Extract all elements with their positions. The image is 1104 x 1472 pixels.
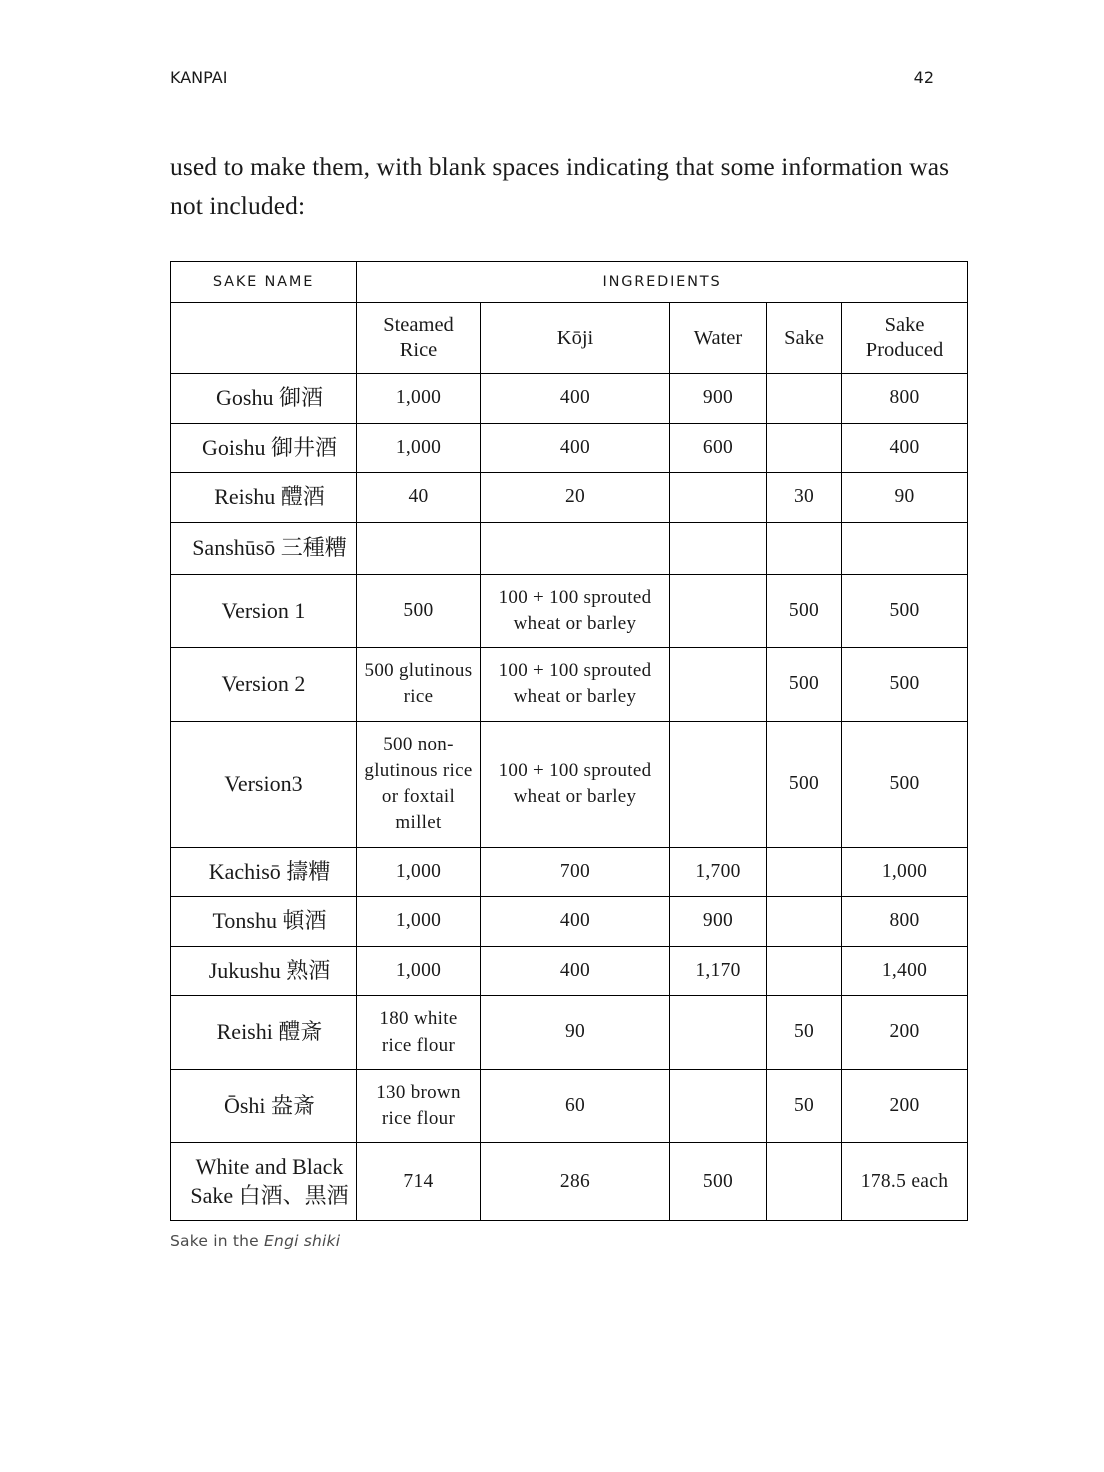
row-steamed-rice: 500 — [357, 574, 481, 647]
row-sake — [767, 423, 842, 473]
row-sake — [767, 847, 842, 897]
row-sake-produced: 1,000 — [842, 847, 968, 897]
book-title: KANPAI — [170, 68, 228, 87]
table-row-group-label — [171, 522, 968, 574]
row-steamed-rice: 180 white rice flour — [357, 996, 481, 1069]
row-sake-produced: 800 — [842, 897, 968, 947]
row-sake: 500 — [767, 648, 842, 721]
row-koji: 400 — [481, 423, 670, 473]
row-name: Version 2 — [171, 648, 357, 721]
table-header-row-main — [171, 262, 968, 303]
row-sake-produced: 800 — [842, 374, 968, 424]
row-steamed-rice: 130 brown rice flour — [357, 1069, 481, 1142]
row-name: Version 1 — [171, 574, 357, 647]
row-name: Version3 — [171, 721, 357, 847]
header-steamed-rice: Steamed Rice — [357, 303, 481, 374]
row-koji: 400 — [481, 897, 670, 947]
row-water: 1,170 — [670, 946, 767, 996]
row-name: Ōshi 盎斎 — [171, 1069, 357, 1142]
header-sake-produced: Sake Produced — [842, 303, 968, 374]
row-sake-produced — [842, 522, 968, 574]
row-sake: 500 — [767, 574, 842, 647]
row-name: Sanshūsō 三種糟 — [171, 522, 357, 574]
row-steamed-rice — [357, 522, 481, 574]
row-water — [670, 721, 767, 847]
header-blank — [171, 303, 357, 374]
page-number: 42 — [913, 68, 934, 87]
row-water: 900 — [670, 374, 767, 424]
row-steamed-rice: 500 glutinous rice — [357, 648, 481, 721]
caption-text: Sake in the — [170, 1232, 265, 1250]
row-sake — [767, 946, 842, 996]
row-water — [670, 648, 767, 721]
row-koji: 20 — [481, 473, 670, 523]
sake-ingredients-table — [170, 261, 968, 1221]
row-sake-produced: 200 — [842, 1069, 968, 1142]
table-row — [171, 721, 968, 847]
row-sake-produced: 500 — [842, 721, 968, 847]
row-steamed-rice: 1,000 — [357, 374, 481, 424]
row-water: 1,700 — [670, 847, 767, 897]
row-water: 600 — [670, 423, 767, 473]
row-sake-produced: 500 — [842, 648, 968, 721]
table-row — [171, 996, 968, 1069]
row-name: Goshu 御酒 — [171, 374, 357, 424]
row-sake — [767, 897, 842, 947]
row-steamed-rice: 40 — [357, 473, 481, 523]
row-sake: 50 — [767, 996, 842, 1069]
row-water: 500 — [670, 1143, 767, 1221]
row-sake: 30 — [767, 473, 842, 523]
row-sake-produced: 178.5 each — [842, 1143, 968, 1221]
caption-title: Engi shiki — [264, 1232, 341, 1250]
table-row — [171, 574, 968, 647]
row-name: Goishu 御井酒 — [171, 423, 357, 473]
table-row — [171, 374, 968, 424]
row-name: Reishi 醴斎 — [171, 996, 357, 1069]
row-sake — [767, 1143, 842, 1221]
header-koji: Kōji — [481, 303, 670, 374]
table-row — [171, 473, 968, 523]
row-steamed-rice: 1,000 — [357, 897, 481, 947]
header-ingredients: INGREDIENTS — [357, 262, 968, 303]
table-row — [171, 423, 968, 473]
row-sake — [767, 374, 842, 424]
row-koji: 400 — [481, 374, 670, 424]
row-koji: 286 — [481, 1143, 670, 1221]
row-sake-produced: 200 — [842, 996, 968, 1069]
table-row — [171, 1143, 968, 1221]
table-row — [171, 1069, 968, 1142]
body-paragraph: used to make them, with blank spaces indicating that some information was not included: — [170, 152, 950, 220]
row-name: White and Black Sake 白酒、黒酒 — [171, 1143, 357, 1221]
row-koji: 60 — [481, 1069, 670, 1142]
row-steamed-rice: 1,000 — [357, 423, 481, 473]
running-head — [170, 68, 934, 87]
row-sake-produced: 400 — [842, 423, 968, 473]
row-sake: 50 — [767, 1069, 842, 1142]
table-row — [171, 897, 968, 947]
header-sake: Sake — [767, 303, 842, 374]
row-name: Kachisō 擣糟 — [171, 847, 357, 897]
row-sake-produced: 90 — [842, 473, 968, 523]
row-koji: 100 + 100 sprouted wheat or barley — [481, 721, 670, 847]
row-koji: 700 — [481, 847, 670, 897]
table-row — [171, 847, 968, 897]
row-koji: 400 — [481, 946, 670, 996]
table-row — [171, 648, 968, 721]
header-sake-name: SAKE NAME — [171, 262, 357, 303]
row-koji: 100 + 100 sprouted wheat or barley — [481, 574, 670, 647]
row-koji — [481, 522, 670, 574]
row-steamed-rice: 1,000 — [357, 946, 481, 996]
row-koji: 90 — [481, 996, 670, 1069]
row-sake: 500 — [767, 721, 842, 847]
row-name: Jukushu 熟酒 — [171, 946, 357, 996]
row-water — [670, 996, 767, 1069]
row-name: Tonshu 頓酒 — [171, 897, 357, 947]
row-steamed-rice: 1,000 — [357, 847, 481, 897]
sake-table-container — [170, 261, 949, 1221]
table-caption — [170, 1232, 340, 1250]
table-row — [171, 946, 968, 996]
table-header-row-sub — [171, 303, 968, 374]
row-water — [670, 473, 767, 523]
row-sake-produced: 1,400 — [842, 946, 968, 996]
row-water — [670, 522, 767, 574]
row-steamed-rice: 714 — [357, 1143, 481, 1221]
row-name: Reishu 醴酒 — [171, 473, 357, 523]
row-koji: 100 + 100 sprouted wheat or barley — [481, 648, 670, 721]
row-water — [670, 1069, 767, 1142]
row-sake — [767, 522, 842, 574]
row-water — [670, 574, 767, 647]
header-water: Water — [670, 303, 767, 374]
row-steamed-rice: 500 non-glutinous rice or foxtail millet — [357, 721, 481, 847]
row-sake-produced: 500 — [842, 574, 968, 647]
row-water: 900 — [670, 897, 767, 947]
